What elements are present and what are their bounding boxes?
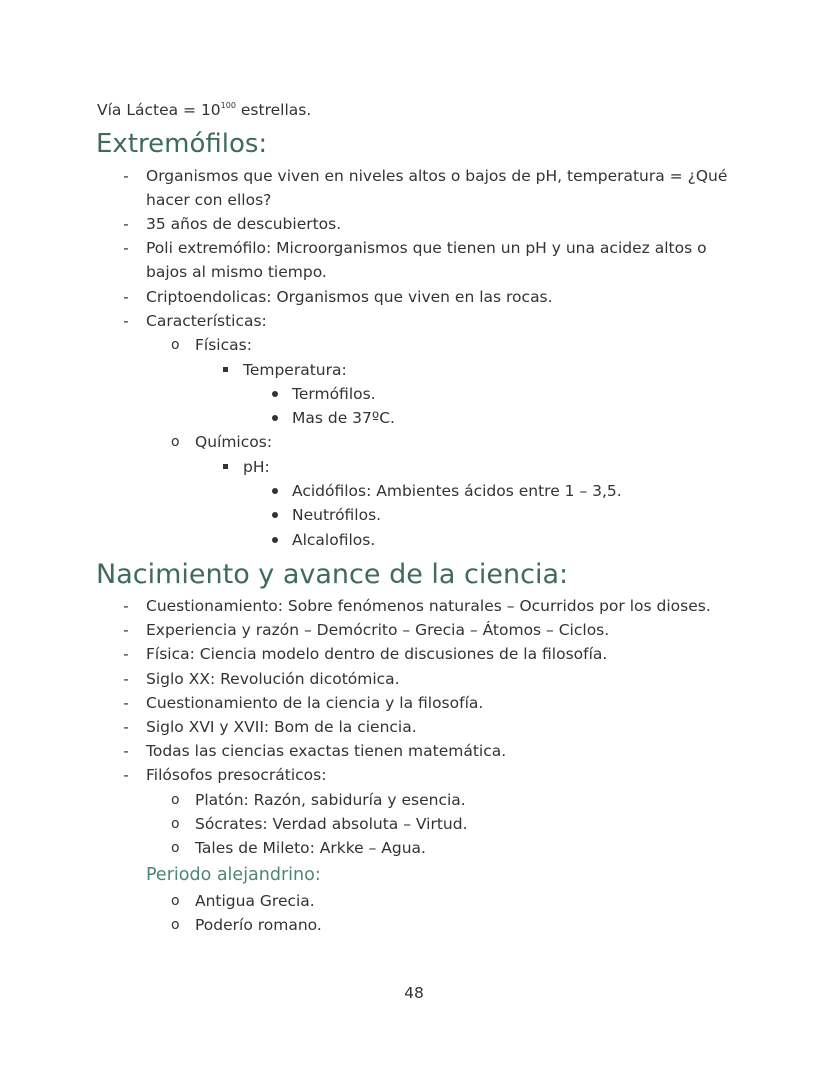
bullet-dot-icon (272, 415, 278, 421)
circle-marker: o (171, 337, 180, 353)
dash-marker: - (123, 670, 129, 688)
sub-item-text: Antigua Grecia. (195, 892, 315, 910)
dash-marker: - (123, 288, 129, 306)
dash-marker: - (123, 167, 129, 185)
list-item-text: hacer con ellos? (146, 191, 272, 209)
list-item-text: Siglo XX: Revolución dicotómica. (146, 670, 400, 688)
sub-sub-item-text: Temperatura: (243, 361, 347, 379)
sub-sub-item-text: pH: (243, 458, 270, 476)
bullet-dot-icon (272, 512, 278, 518)
exponent: 100 (220, 101, 236, 110)
section-heading-nacimiento: Nacimiento y avance de la ciencia: (96, 559, 569, 590)
square-bullet-icon (223, 367, 228, 372)
circle-marker: o (171, 917, 180, 933)
sub-item-text: Físicas: (195, 336, 252, 354)
list-item-text: Características: (146, 312, 267, 330)
list-item-text: Todas las ciencias exactas tienen matemática. (146, 742, 507, 760)
bullet-text: Acidófilos: Ambientes ácidos entre 1 – 3,5. (292, 482, 622, 500)
list-item-text: Siglo XVI y XVII: Bom de la ciencia. (146, 718, 417, 736)
subheading-periodo-alejandrino: Periodo alejandrino: (146, 865, 321, 885)
bullet-dot-icon (272, 488, 278, 494)
sub-item-text: Tales de Mileto: Arkke – Agua. (195, 839, 426, 857)
list-item-text: bajos al mismo tiempo. (146, 263, 327, 281)
dash-marker: - (123, 215, 129, 233)
circle-marker: o (171, 792, 180, 808)
sub-item-text: Sócrates: Verdad absoluta – Virtud. (195, 815, 468, 833)
sub-item-text: Platón: Razón, sabiduría y esencia. (195, 791, 466, 809)
dash-marker: - (123, 718, 129, 736)
dash-marker: - (123, 766, 129, 784)
list-item-text: 35 años de descubiertos. (146, 215, 342, 233)
sub-item-text: Poderío romano. (195, 916, 322, 934)
circle-marker: o (171, 893, 180, 909)
bullet-text: Alcalofilos. (292, 531, 376, 549)
list-item-text: Física: Ciencia modelo dentro de discusiones de la filosofía. (146, 645, 608, 663)
dash-marker: - (123, 742, 129, 760)
bullet-dot-icon (272, 391, 278, 397)
bullet-text: Termófilos. (292, 385, 376, 403)
dash-marker: - (123, 239, 129, 257)
circle-marker: o (171, 434, 180, 450)
dash-marker: - (123, 645, 129, 663)
bullet-text: Neutrófilos. (292, 506, 382, 524)
intro-line: Vía Láctea = $10^{100}$ estrellas. (97, 101, 312, 119)
list-item-text: Experiencia y razón – Demócrito – Grecia – Átomos – Ciclos. (146, 621, 610, 639)
list-item-text: Filósofos presocráticos: (146, 766, 327, 784)
list-item-text: Organismos que viven en niveles altos o bajos de pH, temperatura = ¿Qué (146, 167, 728, 185)
page-number: 48 (404, 984, 424, 1002)
square-bullet-icon (223, 464, 228, 469)
bullet-dot-icon (272, 537, 278, 543)
dash-marker: - (123, 312, 129, 330)
circle-marker: o (171, 816, 180, 832)
list-item-text: Criptoendolicas: Organismos que viven en las rocas. (146, 288, 553, 306)
section-heading-extremofilos: Extremófilos: (96, 129, 268, 159)
dash-marker: - (123, 597, 129, 615)
sub-item-text: Químicos: (195, 433, 273, 451)
bullet-text: Mas de 37ºC. (292, 409, 395, 427)
dash-marker: - (123, 694, 129, 712)
circle-marker: o (171, 840, 180, 856)
list-item-text: Cuestionamiento de la ciencia y la filosofía. (146, 694, 484, 712)
list-item-text: Poli extremófilo: Microorganismos que tienen un pH y una acidez altos o (146, 239, 707, 257)
list-item-text: Cuestionamiento: Sobre fenómenos naturales – Ocurridos por los dioses. (146, 597, 711, 615)
dash-marker: - (123, 621, 129, 639)
